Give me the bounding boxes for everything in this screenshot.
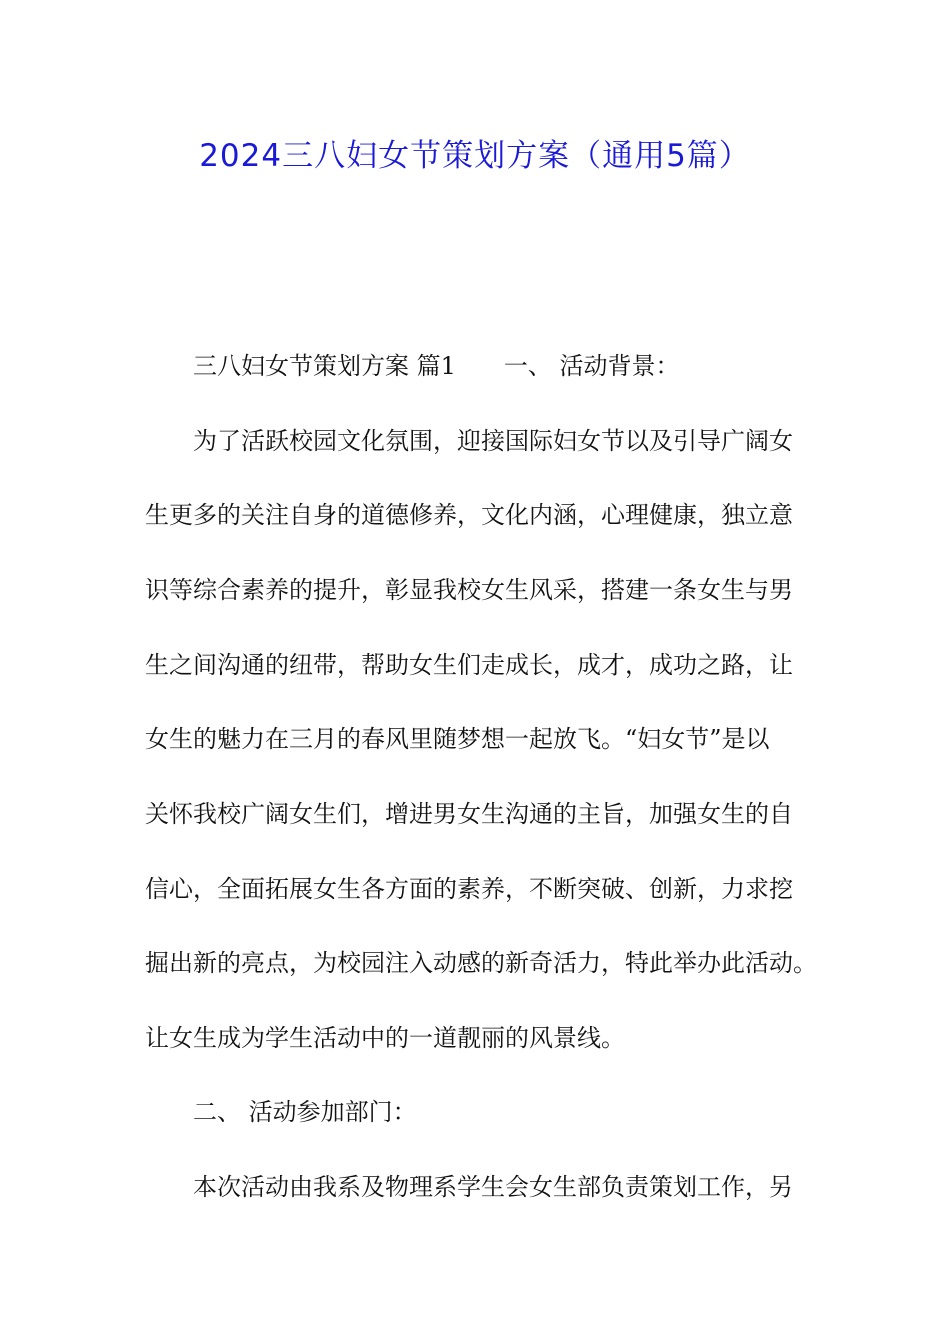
paragraph-line: 掘出新的亮点，为校园注入动感的新奇活力，特此举办此活动。 xyxy=(145,949,817,977)
paragraph-line: 信心，全面拓展女生各方面的素养，不断突破、创新，力求挖 xyxy=(145,875,793,903)
section-heading-line xyxy=(193,346,680,381)
plan-heading: 三八妇女节策划方案 篇1 xyxy=(193,352,456,380)
paragraph-line: 让女生成为学生活动中的一道靓丽的风景线。 xyxy=(145,1024,625,1052)
section-heading-departments: 二、 活动参加部门： xyxy=(193,1098,417,1126)
document-title: 2024三八妇女节策划方案（通用5篇） xyxy=(199,138,751,174)
paragraph-line: 女生的魅力在三月的春风里随梦想一起放飞。“妇女节”是以 xyxy=(145,725,770,753)
paragraph-line: 生更多的关注自身的道德修养，文化内涵，心理健康，独立意 xyxy=(145,501,793,529)
paragraph-line: 关怀我校广阔女生们，增进男女生沟通的主旨，加强女生的自 xyxy=(145,800,793,828)
paragraph-line: 生之间沟通的纽带，帮助女生们走成长，成才，成功之路，让 xyxy=(145,651,793,679)
section-heading-background: 一、 活动背景： xyxy=(503,352,680,380)
paragraph-line: 识等综合素养的提升，彰显我校女生风采，搭建一条女生与男 xyxy=(145,576,793,604)
paragraph-line: 为了活跃校园文化氛围，迎接国际妇女节以及引导广阔女 xyxy=(193,427,793,455)
paragraph-line: 本次活动由我系及物理系学生会女生部负责策划工作，另 xyxy=(193,1173,793,1201)
